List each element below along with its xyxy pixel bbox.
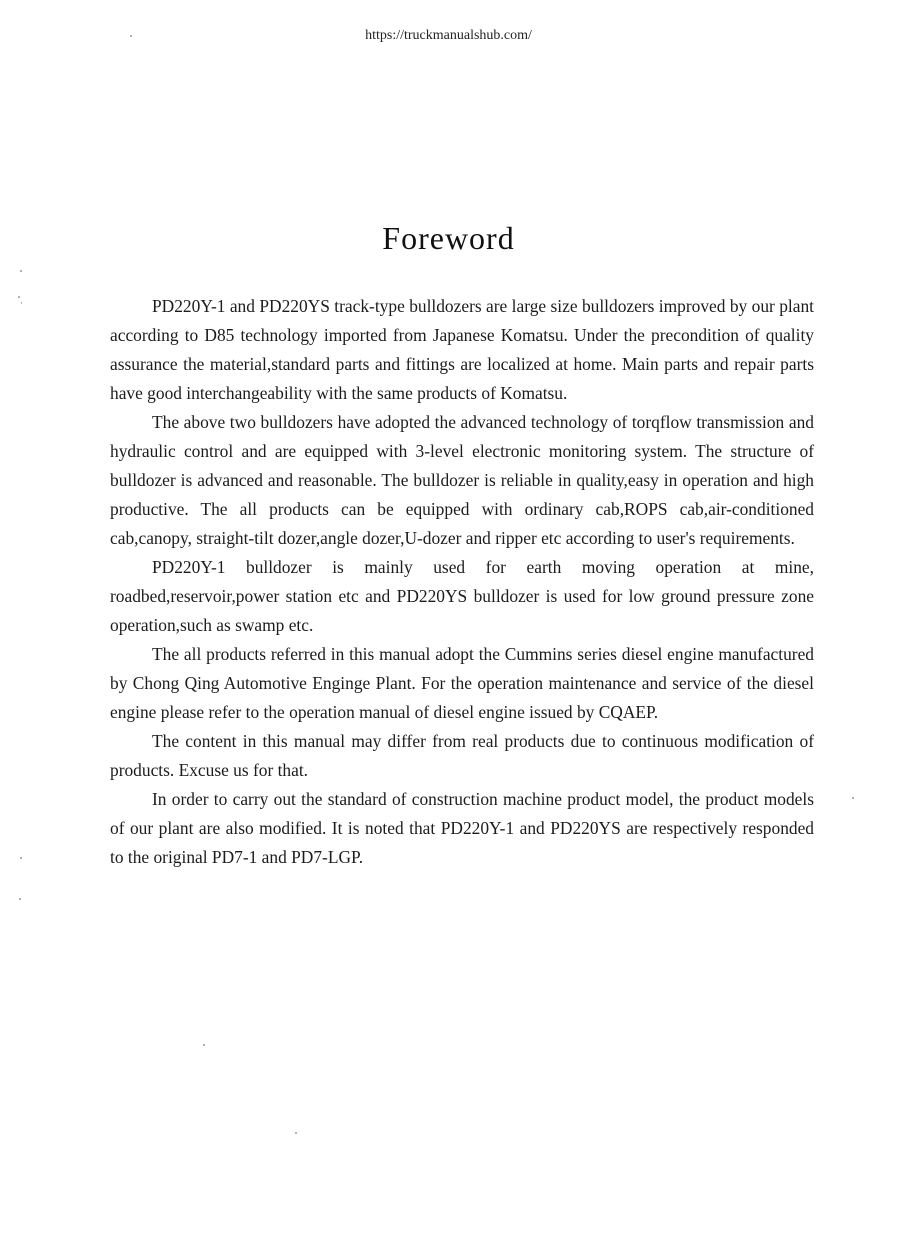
scan-speck xyxy=(21,302,22,304)
scan-speck xyxy=(130,35,132,37)
paragraph: PD220Y-1 bulldozer is mainly used for earth moving operation at mine, roadbed,reservoir,power station etc and PD220YS bulldozer is used for low ground pressure zone operation,such as swamp etc. xyxy=(110,557,814,635)
paragraph: The content in this manual may differ from real products due to continuous modification of products. Excuse us for that. xyxy=(110,731,814,780)
paragraph: PD220Y-1 and PD220YS track-type bulldozers are large size bulldozers improved by our plant according to D85 technology imported from Japanese Komatsu. Under the precondition of quality assurance the material,standard parts and fittings are localized at home. Main parts and repair parts have good interchangeability with the same products of Komatsu. xyxy=(110,296,814,403)
scan-speck xyxy=(20,857,22,859)
scan-speck xyxy=(20,270,22,272)
paragraph: The all products referred in this manual adopt the Cummins series diesel engine manufactured by Chong Qing Automotive Enginge Plant. For the operation maintenance and service of the diesel engine please refer to the operation manual of diesel engine issued by CQAEP. xyxy=(110,644,814,722)
source-url: https://truckmanualshub.com/ xyxy=(365,28,532,43)
page-title: Foreword xyxy=(382,220,515,256)
scan-speck xyxy=(852,797,854,799)
foreword-body xyxy=(110,292,814,872)
paragraph: The above two bulldozers have adopted the advanced technology of torqflow transmission and hydraulic control and are equipped with 3-level electronic monitoring system. The structure of bulldozer is advanced and reasonable. The bulldozer is reliable in quality,easy in operation and high productive. The all products can be equipped with ordinary cab,ROPS cab,air-conditioned cab,canopy, straight-tilt dozer,angle dozer,U-dozer and ripper etc according to user's requirements. xyxy=(110,412,814,548)
scan-speck xyxy=(203,1044,205,1046)
paragraph: In order to carry out the standard of construction machine product model, the product models of our plant are also modified. It is noted that PD220Y-1 and PD220YS are respectively responded to the original PD7-1 and PD7-LGP. xyxy=(110,789,814,867)
scan-speck xyxy=(18,296,20,298)
scan-speck xyxy=(295,1132,297,1134)
scan-speck xyxy=(19,898,21,900)
